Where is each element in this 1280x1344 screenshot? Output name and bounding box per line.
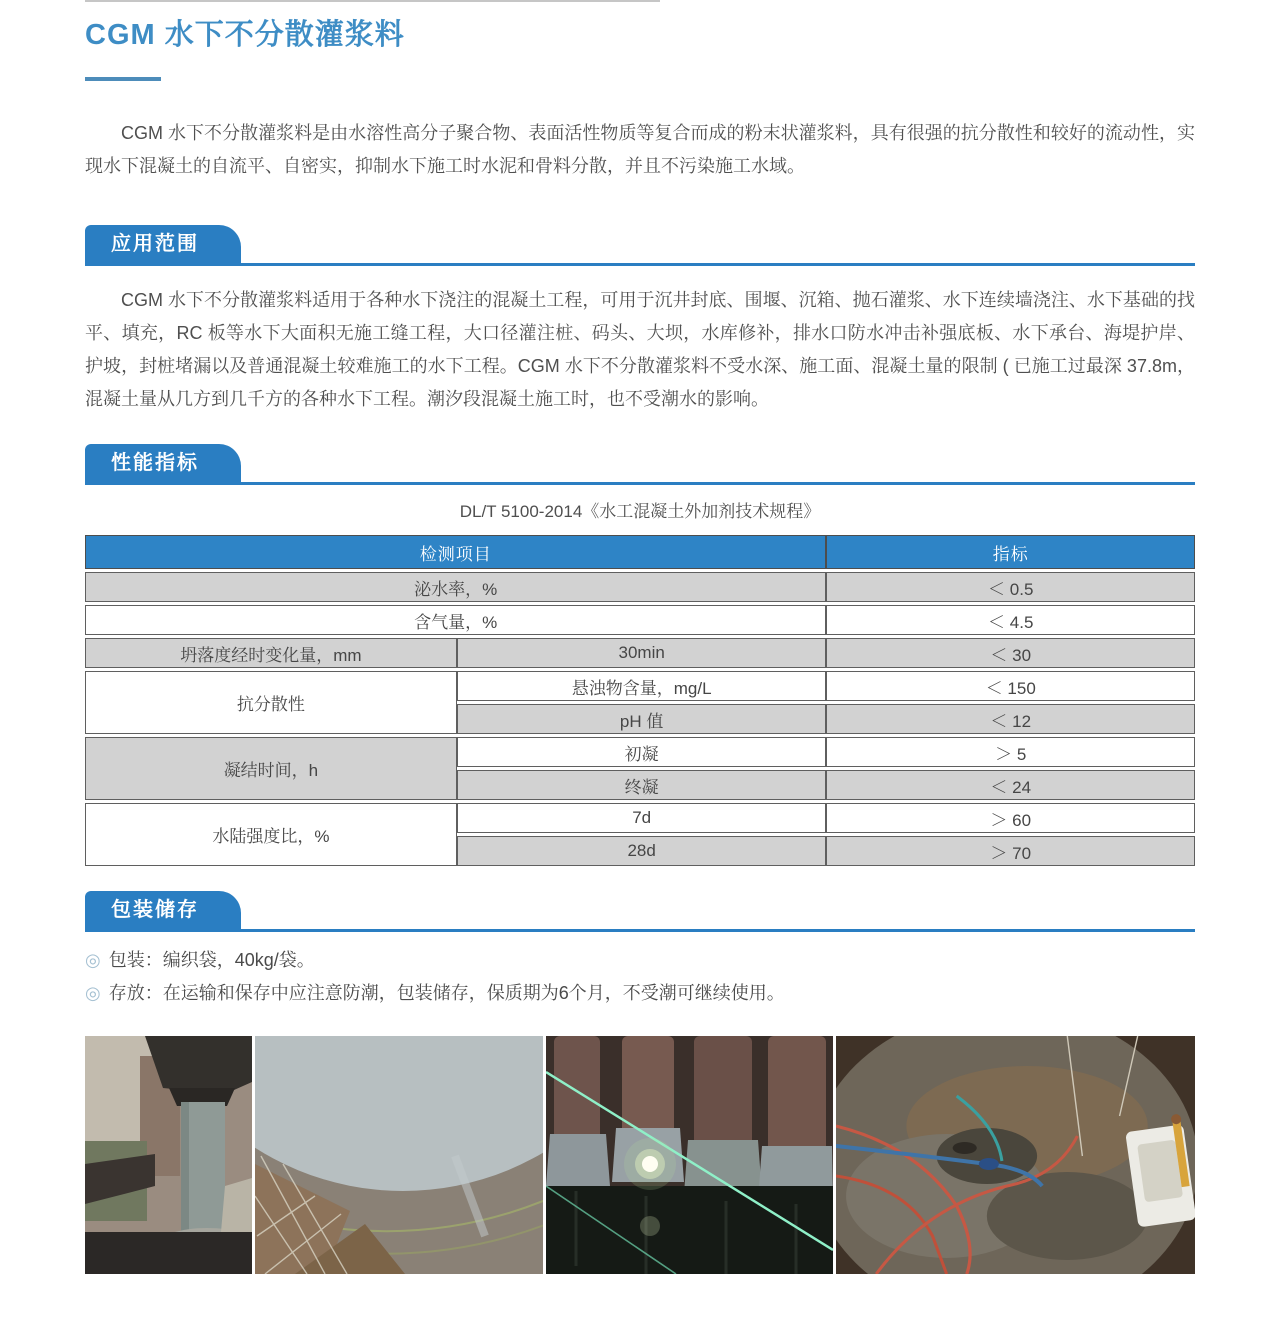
- photo-underwater-pier-grouting-site: [85, 1036, 252, 1274]
- section-tab-performance: 性能指标: [85, 444, 241, 482]
- cell-sub-item: 28d: [457, 836, 827, 866]
- application-paragraph: CGM 水下不分散灌浆料适用于各种水下浇注的混凝土工程，可用于沉井封底、围堰、沉箱、抛石灌浆、水下连续墙浇注、水下基础的找平、填充，RC 板等水下大面积无施工缝工程，大口径灌注桩、码头、大坝，水库修补，排水口防水冲击补强底板、水下承台、海堤护岸、护坡，封桩堵漏以及普通混凝土较难施工的水下工程。CGM 水下不分散灌浆料不受水深、施工面、混凝土量的限制 ( 已施工过最深 37.8m，混凝土量从几方到几千方的各种水下工程。潮汐段混凝土施工时，也不受潮水的影响。: [85, 290, 1195, 409]
- cell-sub-item: 悬浊物含量，mg/L: [457, 671, 827, 701]
- intro-paragraph: CGM 水下不分散灌浆料是由水溶性高分子聚合物、表面活性物质等复合而成的粉末状灌浆料，具有很强的抗分散性和较好的流动性，实现水下混凝土的自流平、自密实，抑制水下施工时水泥和骨料分散，并且不污染施工水域。: [85, 123, 1195, 176]
- cell-value: ＞ 60: [826, 803, 1195, 833]
- page-title: CGM 水下不分散灌浆料: [85, 19, 405, 51]
- column-header-test-item: 检测项目: [85, 535, 826, 569]
- cell-sub-item: 7d: [457, 803, 827, 833]
- bullet-text: 存放：在运输和保存中应注意防潮，包装储存，保质期为6个月，不受潮可继续使用。: [108, 983, 785, 1003]
- cell-sub-item: 初凝: [457, 737, 827, 767]
- cell-item: 水陆强度比，%: [85, 803, 457, 866]
- photo-illustration: [85, 1036, 252, 1274]
- list-item: [85, 944, 1195, 977]
- section-header-packaging: [85, 891, 1195, 932]
- cell-value: ＜ 24: [826, 770, 1195, 800]
- standard-reference: DL/T 5100-2014《水工混凝土外加剂技术规程》: [459, 502, 821, 521]
- photo-caisson-mud-works: [836, 1036, 1195, 1274]
- cell-sub-item: pH 值: [457, 704, 827, 734]
- photo-illustration: [546, 1036, 833, 1274]
- table-row: [85, 671, 1195, 701]
- table-row: [85, 605, 1195, 635]
- cell-item: 抗分散性: [85, 671, 457, 734]
- cell-value: ＜ 4.5: [826, 605, 1195, 635]
- document-page: [85, 0, 1195, 1274]
- cell-sub-item: 30min: [457, 638, 827, 668]
- site-photo-strip: [85, 1036, 1195, 1274]
- cell-item: 含气量，%: [85, 605, 826, 635]
- table-row: [85, 638, 1195, 668]
- cell-value: ＜ 30: [826, 638, 1195, 668]
- cell-item: 泌水率，%: [85, 572, 826, 602]
- cell-item: 坍落度经时变化量，mm: [85, 638, 457, 668]
- table-header-row: [85, 535, 1195, 569]
- photo-pier-encasement-closeup: [255, 1036, 543, 1274]
- photo-illustration: [836, 1036, 1195, 1274]
- section-header-application: [85, 225, 1195, 266]
- performance-table: [85, 532, 1195, 869]
- section-tab-application: 应用范围: [85, 225, 241, 263]
- table-row: [85, 572, 1195, 602]
- packaging-bullets: [85, 944, 1195, 1010]
- cell-value: ＞ 70: [826, 836, 1195, 866]
- cell-value: ＜ 0.5: [826, 572, 1195, 602]
- cell-value: ＜ 12: [826, 704, 1195, 734]
- cell-sub-item: 终凝: [457, 770, 827, 800]
- ring-bullet-icon: ◎: [85, 950, 101, 970]
- section-header-performance: [85, 444, 1195, 485]
- list-item: [85, 977, 1195, 1010]
- photo-illustration: [255, 1036, 543, 1274]
- bullet-text: 包装：编织袋，40kg/袋。: [108, 950, 315, 970]
- column-header-index: 指标: [826, 535, 1195, 569]
- cell-value: ＜ 150: [826, 671, 1195, 701]
- cell-value: ＞ 5: [826, 737, 1195, 767]
- table-row: [85, 803, 1195, 833]
- table-row: [85, 737, 1195, 767]
- ring-bullet-icon: ◎: [85, 983, 101, 1003]
- title-underline: [85, 77, 161, 81]
- photo-night-piles-laser-alignment: [546, 1036, 833, 1274]
- cell-item: 凝结时间，h: [85, 737, 457, 800]
- section-tab-packaging: 包装储存: [85, 891, 241, 929]
